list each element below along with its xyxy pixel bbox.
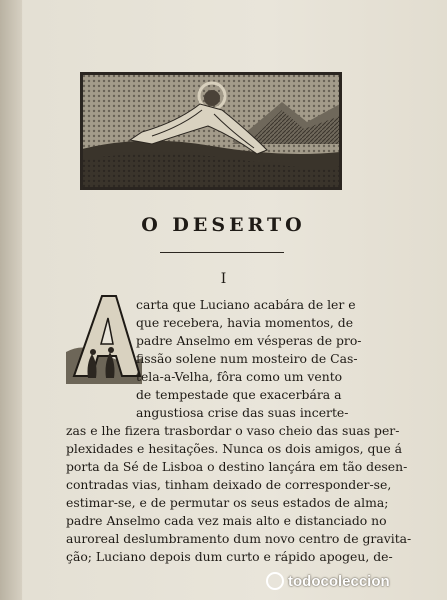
body-line: que recebera, havia momentos, de	[136, 315, 354, 330]
page-binding-shadow	[0, 0, 22, 600]
body-line: padre Anselmo em vésperas de pro-	[136, 333, 362, 348]
body-line: padre Anselmo cada vez mais alto e distanciado no	[66, 513, 387, 528]
section-number: I	[220, 271, 227, 287]
body-line: auroreal deslumbramento dum novo centro de gravita-	[66, 531, 412, 546]
drop-cap	[64, 292, 144, 384]
body-line: fissão solene num mosteiro de Cas-	[136, 351, 358, 366]
body-line: de tempestade que exacerbára a	[136, 387, 342, 402]
chapter-title: O DESERTO	[141, 214, 306, 236]
body-line: plexidades e hesitações. Nunca os dois amigos, que á	[66, 441, 403, 456]
body-line: carta que Luciano acabára de ler e	[136, 297, 356, 312]
body-line: contradas vias, tinham deixado de corresponder-se,	[66, 477, 392, 492]
body-line: porta da Sé de Lisboa o destino lançára em tão desen-	[66, 459, 408, 474]
drop-cap-illustration	[64, 292, 144, 384]
watermark-text: todocoleccion	[288, 572, 390, 590]
todocoleccion-logo-icon	[266, 572, 284, 590]
body-line: estimar-se, e de permutar os seus estados de alma;	[66, 495, 389, 510]
watermark	[266, 570, 436, 592]
engraving-illustration	[82, 74, 340, 188]
header-engraving	[80, 72, 342, 190]
body-line: ção; Luciano depois dum curto e rápido apogeu, de-	[66, 549, 393, 564]
body-line: zas e lhe fizera trasbordar o vaso cheio das suas per-	[66, 423, 400, 438]
title-divider	[160, 252, 284, 253]
body-line: angustiosa crise das suas incerte-	[136, 405, 349, 420]
body-line: tela-a-Velha, fôra como um vento	[136, 369, 343, 384]
